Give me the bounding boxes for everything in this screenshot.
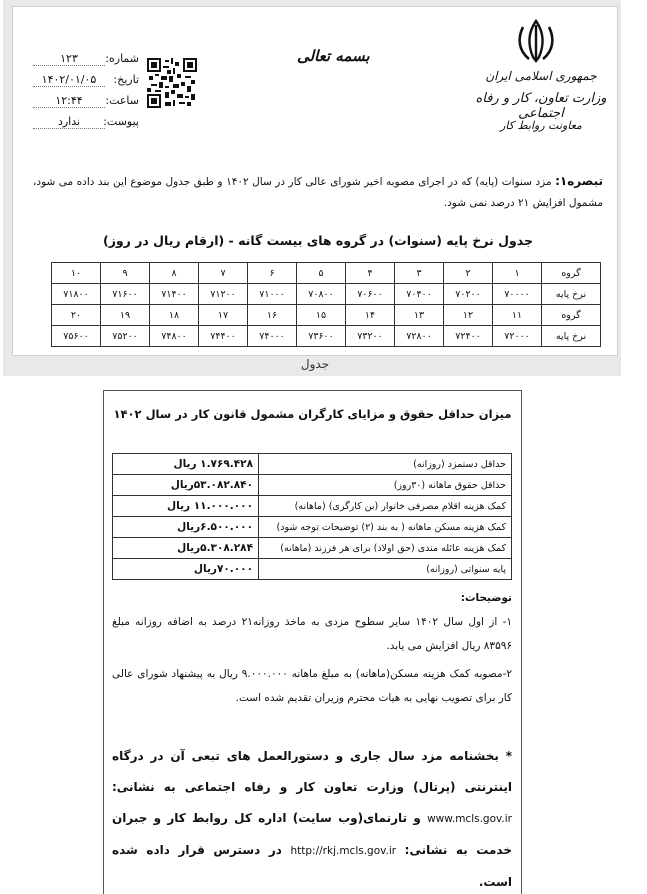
table-cell: ۷۱۴۰۰ (150, 284, 199, 305)
table-row (52, 284, 601, 305)
table-row (113, 475, 512, 496)
table-cell: ۷۴۰۰۰ (248, 326, 297, 347)
group-label-cell: گروه (542, 305, 601, 326)
table-cell: ۱۴ (346, 305, 395, 326)
table-cell: ۹ (101, 263, 150, 284)
table-cell: ۱۰ (52, 263, 101, 284)
table-cell: ۱۲ (444, 305, 493, 326)
table-cell: ۷۴۸۰۰ (150, 326, 199, 347)
notes-heading: توضیحات: (460, 592, 512, 604)
org-line-1: جمهوری اسلامی ایران (485, 69, 597, 83)
table-row (113, 517, 512, 538)
wage-row-label: حداقل دستمزد (روزانه) (259, 454, 512, 475)
wage-row-value: ۵۳.۰۸۲.۸۴۰ریال (113, 475, 259, 496)
bismillah-heading: بسمه تعالی (297, 47, 370, 65)
table-cell: ۱۸ (150, 305, 199, 326)
wage-row-value: ۵.۳۰۸.۲۸۴ریال (113, 538, 259, 559)
table-cell: ۱۵ (297, 305, 346, 326)
wage-row-value: ۶.۵۰۰.۰۰۰ریال (113, 517, 259, 538)
table-cell: ۷۱۲۰۰ (199, 284, 248, 305)
note-1: ۱- از اول سال ۱۴۰۲ سایر سطوح مزدی به ماخذ روزانه۲۱ درصد به اضافه روزانه مبلغ ۸۳۵۹۶ ریال افزایش می یابد. (112, 616, 512, 652)
wage-summary-panel (103, 390, 522, 894)
note-paragraph (33, 171, 603, 214)
letter-paper (12, 6, 618, 356)
note-3-part-a: * بخشنامه مزد سال جاری و دستورالعمل های تبعی آن در درگاه اینترنتی (پرتال) وزارت تعاون کار و رفاه اجتماعی به نشانی: (112, 749, 512, 794)
table-cell: ۶ (248, 263, 297, 284)
table-row (52, 263, 601, 284)
table-cell: ۷۱۰۰۰ (248, 284, 297, 305)
meta-attachment-value: ندارد (33, 115, 105, 129)
meta-number-value: ۱۲۳ (33, 52, 105, 66)
table-cell: ۴ (346, 263, 395, 284)
iran-emblem-icon (515, 17, 557, 63)
table-cell: ۱۱ (493, 305, 542, 326)
table-cell: ۱۶ (248, 305, 297, 326)
rates-table-title: جدول نرخ پایه (سنوات) در گروه های بیست گانه - (ارقام ریال در روز) (102, 233, 533, 248)
rate-label-cell: نرخ پایه (542, 284, 601, 305)
table-cell: ۷۲۸۰۰ (395, 326, 444, 347)
letter-scan (3, 0, 621, 376)
note-2: ۲-مصوبه کمک هزینه مسکن(ماهانه) به مبلغ ماهانه ۹.۰۰۰.۰۰۰ ریال به پیشنهاد شورای عالی کار برای تصویب نهایی به هیات محترم وزیران تقدیم شده است. (112, 668, 512, 704)
wage-row-value: ۱.۷۶۹.۴۲۸ ریال (113, 454, 259, 475)
image-caption: جدول (300, 357, 330, 371)
table-cell: ۷۲۰۰۰ (493, 326, 542, 347)
table-cell: ۵ (297, 263, 346, 284)
wage-row-value: ۱۱.۰۰۰.۰۰۰ ریال (113, 496, 259, 517)
meta-time-label: ساعت: (105, 94, 139, 107)
base-rates-table (51, 262, 601, 347)
note-3 (112, 741, 512, 894)
table-cell: ۷ (199, 263, 248, 284)
wage-row-label: کمک هزینه اقلام مصرفی خانوار (بن کارگری) (ماهانه) (259, 496, 512, 517)
mcls-link[interactable]: www.mcls.gov.ir (427, 813, 512, 825)
note-3-part-b: و تارنمای(وب سایت) اداره کل روابط کار و جبران خدمت به نشانی: (112, 811, 512, 857)
table-cell: ۷۰۸۰۰ (297, 284, 346, 305)
qr-code-icon (147, 57, 197, 109)
table-cell: ۳ (395, 263, 444, 284)
table-row (113, 454, 512, 475)
table-cell: ۷۰۶۰۰ (346, 284, 395, 305)
meta-attachment-label: پیوست: (103, 115, 139, 128)
table-row (113, 559, 512, 580)
table-row (113, 538, 512, 559)
table-cell: ۱۷ (199, 305, 248, 326)
table-cell: ۷۵۶۰۰ (52, 326, 101, 347)
meta-date-label: تاریخ: (113, 73, 139, 86)
table-cell: ۷۵۲۰۰ (101, 326, 150, 347)
note-3-part-c: در دسترس قرار داده شده است. (112, 843, 512, 889)
wage-row-label: پایه سنواتی (روزانه) (259, 559, 512, 580)
table-cell: ۲ (444, 263, 493, 284)
wage-row-label: کمک هزینه مسکن ماهانه ( به بند (۲) توضیحات توجه شود) (259, 517, 512, 538)
table-cell: ۷۱۶۰۰ (101, 284, 150, 305)
wage-row-label: حداقل حقوق ماهانه (۳۰روز) (259, 475, 512, 496)
table-cell: ۲۰ (52, 305, 101, 326)
wage-table (112, 453, 512, 580)
wage-row-label: کمک هزینه عائله مندی (حق اولاد) برای هر فرزند (ماهانه) (259, 538, 512, 559)
table-cell: ۷۰۰۰۰ (493, 284, 542, 305)
note-text: مزد سنوات (پایه) که در اجرای مصوبه اخیر شورای عالی کار در سال ۱۴۰۲ و طبق جدول موضوع این بند داده می شود، مشمول افزایش ۲۱ درصد نمی شود. (33, 176, 603, 209)
wage-row-value: ۷۰.۰۰۰ریال (113, 559, 259, 580)
org-line-3: معاونت روابط کار (500, 119, 582, 132)
table-cell: ۷۳۶۰۰ (297, 326, 346, 347)
table-cell: ۱ (493, 263, 542, 284)
table-cell: ۷۴۴۰۰ (199, 326, 248, 347)
note-label: تبصره۱: (555, 174, 603, 188)
rate-label-cell: نرخ پایه (542, 326, 601, 347)
meta-date-value: ۱۴۰۲/۰۱/۰۵ (33, 73, 105, 87)
meta-number-label: شماره: (105, 52, 139, 65)
table-cell: ۸ (150, 263, 199, 284)
panel-title: میزان حداقل حقوق و مزایای کارگران مشمول قانون کار در سال ۱۴۰۲ (113, 407, 512, 421)
table-cell: ۷۰۲۰۰ (444, 284, 493, 305)
table-cell: ۱۹ (101, 305, 150, 326)
group-label-cell: گروه (542, 263, 601, 284)
rkj-link[interactable]: http://rkj.mcls.gov.ir (290, 845, 397, 857)
meta-time-value: ۱۲:۴۴ (33, 94, 105, 108)
table-cell: ۱۳ (395, 305, 444, 326)
table-cell: ۷۲۴۰۰ (444, 326, 493, 347)
org-line-2: وزارت تعاون، کار و رفاه اجتماعی (475, 91, 607, 121)
table-cell: ۷۳۲۰۰ (346, 326, 395, 347)
table-row (113, 496, 512, 517)
table-row (52, 326, 601, 347)
table-cell: ۷۰۴۰۰ (395, 284, 444, 305)
table-cell: ۷۱۸۰۰ (52, 284, 101, 305)
table-row (52, 305, 601, 326)
